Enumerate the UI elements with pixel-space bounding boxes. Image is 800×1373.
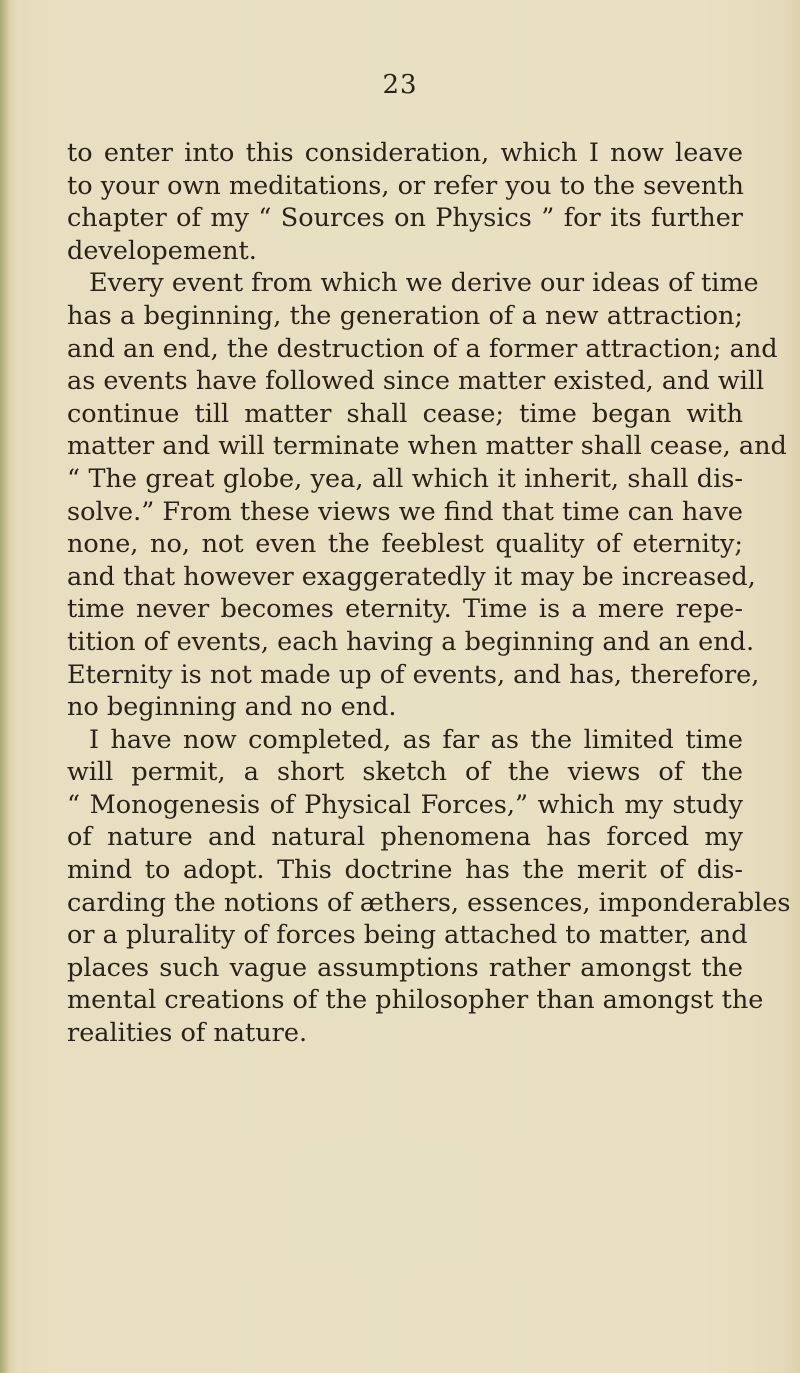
text-line: of nature and natural phenomena has forced my <box>67 822 743 853</box>
text-line: solve.” From these views we find that time can have <box>67 496 743 527</box>
text-line: I have now completed, as far as the limited time <box>89 724 743 755</box>
text-line: realities of nature. <box>67 1018 308 1049</box>
text-line: mental creations of the philosopher than amongst the <box>67 985 764 1016</box>
text-line: has a beginning, the generation of a new attraction; <box>67 300 743 331</box>
text-line: will permit, a short sketch of the views of the <box>67 757 743 788</box>
text-line: and that however exaggeratedly it may be increased, <box>67 561 756 592</box>
text-line: no beginning and no end. <box>67 692 397 723</box>
body-text <box>67 137 791 1050</box>
text-line: or a plurality of forces being attached to matter, and <box>67 920 748 951</box>
page-number: 23 <box>382 70 418 100</box>
text-line: time never becomes eternity. Time is a mere repe- <box>67 594 743 625</box>
text-line: chapter of my “ Sources on Physics ” for its further <box>67 203 743 234</box>
text-line: to enter into this consideration, which I now leave <box>67 138 743 168</box>
text-line: and an end, the destruction of a former attraction; and <box>67 333 778 364</box>
text-line: “ Monogenesis of Physical Forces,” which my study <box>67 789 743 820</box>
text-line: places such vague assumptions rather amongst the <box>67 952 743 983</box>
text-line: “ The great globe, yea, all which it inherit, shall dis- <box>67 463 743 494</box>
text-line: none, no, not even the feeblest quality of eternity; <box>67 529 743 560</box>
text-line: tition of events, each having a beginning and an end. <box>67 626 755 657</box>
text-line: mind to adopt. This doctrine has the merit of dis- <box>67 855 743 886</box>
text-line: Every event from which we derive our ideas of time <box>89 268 759 299</box>
text-line: matter and will terminate when matter shall cease, and <box>67 431 787 462</box>
text-line: as events have followed since matter existed, and will <box>67 366 765 397</box>
text-line: developement. <box>67 235 257 266</box>
text-line: carding the notions of æthers, essences, imponderables <box>67 887 791 918</box>
text-line: to your own meditations, or refer you to the seventh <box>67 170 744 201</box>
text-line: Eternity is not made up of events, and has, therefore, <box>67 659 760 690</box>
text-line: continue till matter shall cease; time began with <box>67 398 743 429</box>
page-edge-shadow <box>0 0 10 1373</box>
